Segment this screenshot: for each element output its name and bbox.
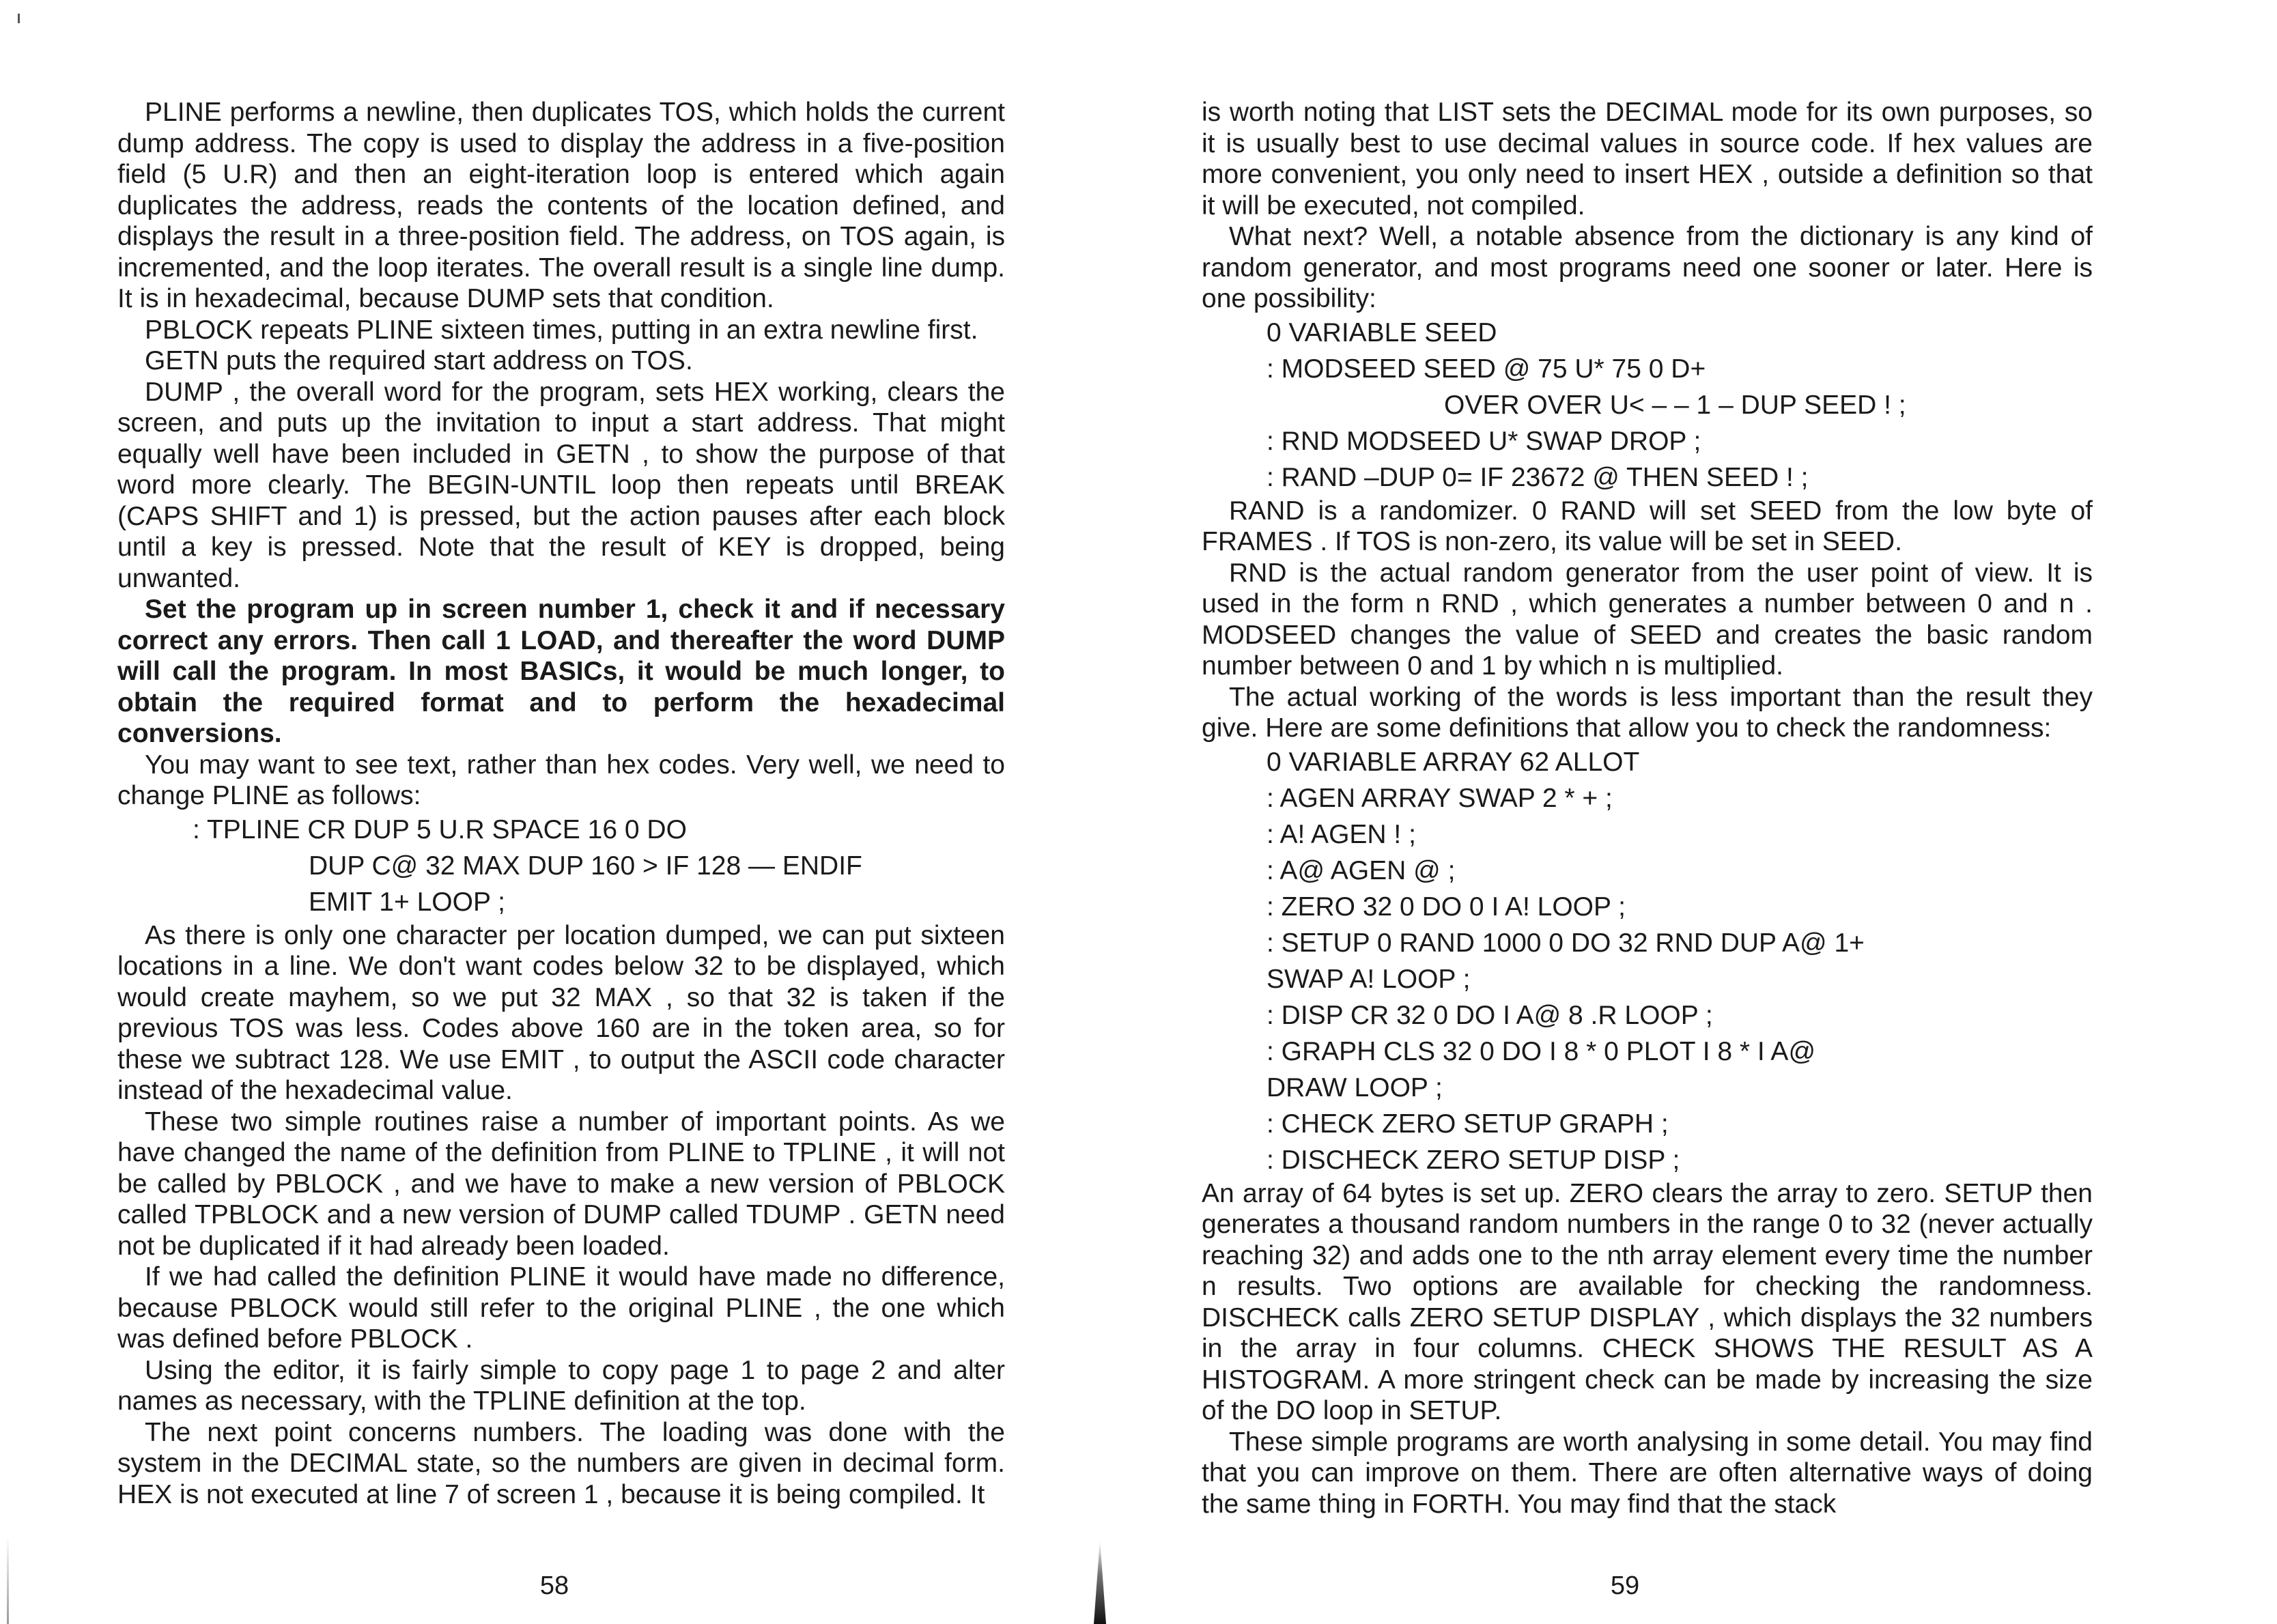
page-number: 58 bbox=[539, 1571, 569, 1600]
paragraph: GETN puts the required start address on TOS. bbox=[145, 346, 693, 375]
code-line: : CHECK ZERO SETUP GRAPH ; bbox=[1267, 1109, 1669, 1139]
code-line: EMIT 1+ LOOP ; bbox=[309, 887, 505, 917]
paragraph: These two simple routines raise a number of important points. As we have changed the name of the definition from PLINE to TPLINE , it will not be called by PBLOCK , and we have to make a new version of PBLOCK called TPBLOCK and a new version of DUMP called TDUMP . GETN need not be duplicated if it had already been loaded. bbox=[117, 1107, 1005, 1261]
code-line: DUP C@ 32 MAX DUP 160 > IF 128 — ENDIF bbox=[309, 851, 862, 881]
paragraph: An array of 64 bytes is set up. ZERO clears the array to zero. SETUP then generates a thousand random numbers in the range 0 to 32 (never actually reaching 32) and adds one to the nth array element every time the number n results. Two options are available for checking the randomness. DISCHECK calls ZERO SETUP DISPLAY , which displays the 32 numbers in the array in four columns. CHECK SHOWS THE RESULT AS A HISTOGRAM. A more stringent check can be made by increasing the size of the DO loop in SETUP. bbox=[1202, 1178, 2093, 1425]
paragraph: DUMP , the overall word for the program, sets HEX working, clears the screen, and puts up the invitation to input a start address. That might equally well have been included in GETN , to show the purpose of that word more clearly. The BEGIN-UNTIL loop then repeats until BREAK (CAPS SHIFT and 1) is pressed, but the action pauses after each block until a key is pressed. Note that the result of KEY is dropped, being unwanted. bbox=[117, 377, 1005, 593]
paragraph: RAND is a randomizer. 0 RAND will set SEED from the low byte of FRAMES . If TOS is non-zero, its value will be set in SEED. bbox=[1202, 496, 2093, 556]
code-line: : DISCHECK ZERO SETUP DISP ; bbox=[1267, 1145, 1680, 1175]
right-page bbox=[1106, 0, 2277, 1624]
code-line: : A@ AGEN @ ; bbox=[1267, 855, 1456, 885]
paragraph: What next? Well, a notable absence from the dictionary is any kind of random generator, and most programs need one sooner or later. Here is one possibility: bbox=[1202, 222, 2093, 313]
right-page-text bbox=[1202, 97, 2093, 1520]
paragraph: PBLOCK repeats PLINE sixteen times, putting in an extra newline first. bbox=[145, 315, 978, 345]
code-line: OVER OVER U< – – 1 – DUP SEED ! ; bbox=[1444, 390, 1906, 420]
code-line: : GRAPH CLS 32 0 DO I 8 * 0 PLOT I 8 * I A@ bbox=[1267, 1036, 1816, 1066]
paragraph: RND is the actual random generator from the user point of view. It is used in the form n RND , which generates a number between 0 and n . MODSEED changes the value of SEED and creates the basic random number between 0 and 1 by which n is multiplied. bbox=[1202, 558, 2093, 681]
paragraph: If we had called the definition PLINE it would have made no difference, because PBLOCK would still refer to the original PLINE , the one which was defined before PBLOCK . bbox=[117, 1262, 1005, 1354]
book-gutter-shadow bbox=[1094, 1539, 1106, 1624]
code-line: : SETUP 0 RAND 1000 0 DO 32 RND DUP A@ 1+ bbox=[1267, 928, 1865, 958]
code-line: : RND MODSEED U* SWAP DROP ; bbox=[1267, 426, 1701, 456]
code-line: 0 VARIABLE ARRAY 62 ALLOT bbox=[1267, 747, 1640, 777]
paragraph: These simple programs are worth analysing in some detail. You may find that you can improve on them. There are often alternative ways of doing the same thing in FORTH. You may find that the stack bbox=[1202, 1427, 2093, 1519]
code-line: SWAP A! LOOP ; bbox=[1267, 964, 1471, 994]
code-line: : MODSEED SEED @ 75 U* 75 0 D+ bbox=[1267, 354, 1706, 384]
code-line: 0 VARIABLE SEED bbox=[1267, 317, 1497, 347]
code-line: : DISP CR 32 0 DO I A@ 8 .R LOOP ; bbox=[1267, 1000, 1713, 1030]
code-line: : ZERO 32 0 DO 0 I A! LOOP ; bbox=[1267, 892, 1626, 922]
code-line: DRAW LOOP ; bbox=[1267, 1072, 1443, 1102]
paragraph: PLINE performs a newline, then duplicates TOS, which holds the current dump address. The copy is used to display the address in a five-position field (5 U.R) and then an eight-iteration loop is entered which again duplicates the address, reads the contents of the location defined, and displays the result in a three-position field. The address, on TOS again, is incremented, and the loop iterates. The overall result is a single line dump. It is in hexadecimal, because DUMP sets that condition. bbox=[117, 98, 1005, 313]
paragraph: The actual working of the words is less important than the result they give. Here are some definitions that allow you to check the randomness: bbox=[1202, 682, 2093, 743]
code-line: : RAND –DUP 0= IF 23672 @ THEN SEED ! ; bbox=[1267, 462, 1809, 492]
code-line: : TPLINE CR DUP 5 U.R SPACE 16 0 DO bbox=[193, 814, 687, 844]
left-page bbox=[0, 0, 1092, 1624]
code-line: : A! AGEN ! ; bbox=[1267, 819, 1416, 849]
paragraph: You may want to see text, rather than hex codes. Very well, we need to change PLINE as follows: bbox=[117, 750, 1005, 810]
paragraph: Set the program up in screen number 1, check it and if necessary correct any errors. Then call 1 LOAD, and thereafter the word DUMP will call the program. In most BASICs, it would be much longer, to obtain the required format and to perform the hexadecimal conversions. bbox=[117, 595, 1005, 748]
paragraph: As there is only one character per location dumped, we can put sixteen locations in a line. We don't want codes below 32 to be displayed, which would create mayhem, so we put 32 MAX , so that 32 is taken if the previous TOS was less. Codes above 160 are in the token area, so for these we subtract 128. We use EMIT , to output the ASCII code character instead of the hexadecimal value. bbox=[117, 920, 1005, 1105]
page-number: 59 bbox=[1610, 1571, 1640, 1600]
paragraph: The next point concerns numbers. The loading was done with the system in the DECIMAL state, so the numbers are given in decimal form. HEX is not executed at line 7 of screen 1 , because it is being compiled. It bbox=[117, 1417, 1005, 1509]
paragraph: is worth noting that LIST sets the DECIMAL mode for its own purposes, so it is usually best to use decimal values in source code. If hex values are more convenient, you only need to insert HEX , outside a definition so that it will be executed, not compiled. bbox=[1202, 98, 2093, 220]
paragraph: Using the editor, it is fairly simple to copy page 1 to page 2 and alter names as necessary, with the TPLINE definition at the top. bbox=[117, 1355, 1005, 1416]
code-line: : AGEN ARRAY SWAP 2 * + ; bbox=[1267, 783, 1613, 813]
left-page-text bbox=[117, 97, 1005, 1510]
